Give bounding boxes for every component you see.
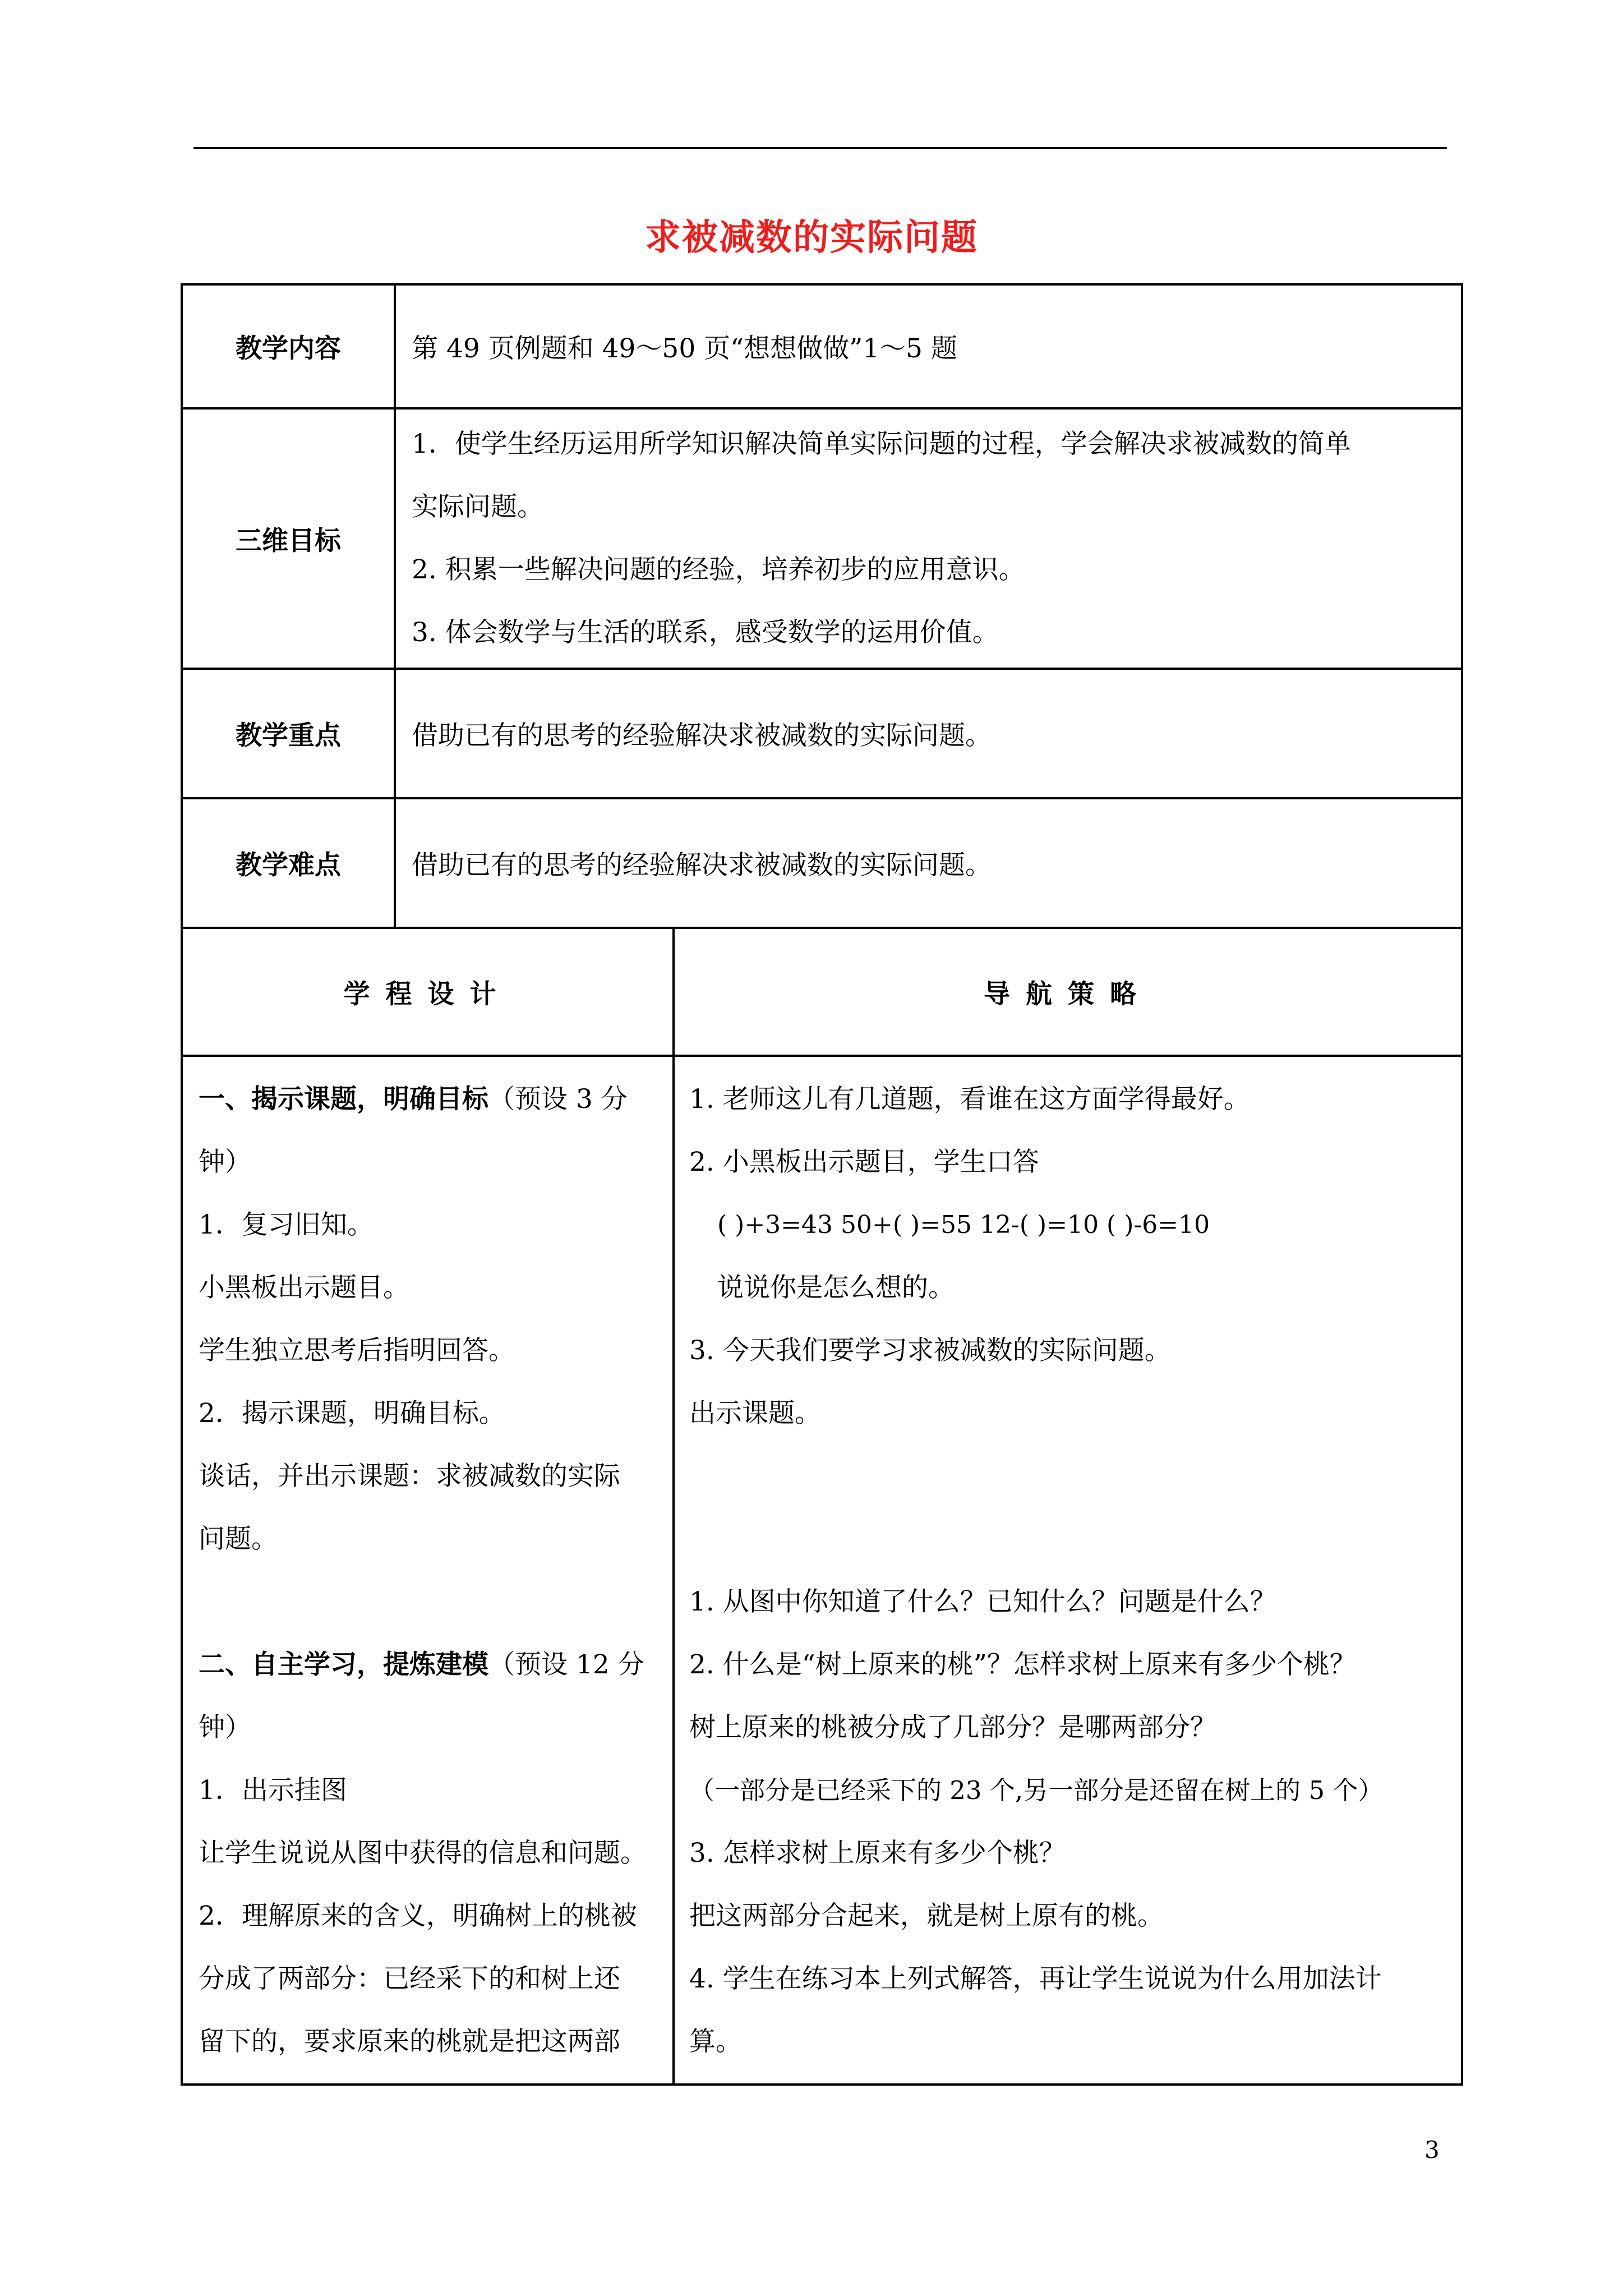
right-line: 树上原来的桃被分成了几部分？是哪两部分？ — [689, 1712, 1216, 1743]
row-teaching-focus — [182, 669, 1462, 798]
objective-line: 1．使学生经历运用所学知识解决简单实际问题的过程，学会解决求被减数的简单 — [412, 429, 1351, 459]
right-line: 2. 小黑板出示题目，学生口答 — [689, 1147, 1039, 1177]
section1-heading — [199, 1068, 659, 1131]
value-teaching-focus: 借助已有的思考的经验解决求被减数的实际问题。 — [395, 669, 1462, 798]
right-line: 1. 从图中你知道了什么？已知什么？问题是什么？ — [689, 1586, 1276, 1617]
spacer — [689, 1445, 1461, 1508]
right-line: 说说你是怎么想的。 — [717, 1272, 955, 1303]
row-lesson-body — [182, 1056, 1462, 2085]
navigation-strategy-column — [674, 1056, 1462, 2085]
equations-line: ( )+3=43 50+( )=55 12-( )=10 ( )-6=10 — [717, 1211, 1210, 1239]
learning-design-column — [182, 1056, 674, 2085]
header-rule — [193, 147, 1447, 149]
section2-title: 二、自主学习，提炼建模 — [199, 1649, 488, 1680]
section1-title: 一、揭示课题，明确目标 — [199, 1084, 488, 1115]
header-navigation-strategy: 导航策略 — [674, 928, 1462, 1056]
label-objectives: 三维目标 — [182, 408, 395, 669]
right-line: 3. 怎样求树上原来有多少个桃？ — [689, 1838, 1066, 1869]
value-objectives — [395, 408, 1462, 669]
left-line: 问题。 — [199, 1524, 278, 1554]
right-line: 2. 什么是“树上原来的桃”？怎样求树上原来有多少个桃？ — [689, 1649, 1356, 1680]
row-teaching-difficulty — [182, 798, 1462, 928]
left-line: 小黑板出示题目。 — [199, 1272, 409, 1303]
right-line: 4. 学生在练习本上列式解答，再让学生说说为什么用加法计 — [689, 1963, 1382, 1994]
row-objectives — [182, 408, 1462, 669]
left-line: 让学生说说从图中获得的信息和问题。 — [199, 1838, 647, 1869]
row-teaching-content — [182, 284, 1462, 408]
objective-line: 3. 体会数学与生活的联系，感受数学的运用价值。 — [412, 617, 999, 648]
row-column-headers — [182, 928, 1462, 1056]
left-line: 学生独立思考后指明回答。 — [199, 1335, 515, 1366]
right-line: 把这两部分合起来，就是树上原有的桃。 — [689, 1901, 1164, 1931]
right-line: 1. 老师这儿有几道题，看谁在这方面学得最好。 — [689, 1084, 1250, 1115]
header-learning-design: 学程设计 — [182, 928, 674, 1056]
right-line: 出示课题。 — [689, 1398, 821, 1429]
section2-time: （预设 12 分 — [488, 1649, 644, 1680]
section1-time-cont: 钟） — [199, 1147, 251, 1177]
objective-line: 实际问题。 — [412, 491, 543, 522]
right-line: （一部分是已经采下的 23 个,另一部分是还留在树上的 5 个） — [689, 1775, 1384, 1805]
left-line: 分成了两部分：已经采下的和树上还 — [199, 1963, 620, 1994]
document-title: 求被减数的实际问题 — [645, 217, 978, 259]
left-line: 1．复习旧知。 — [199, 1209, 374, 1240]
left-line: 1．出示挂图 — [199, 1775, 347, 1806]
label-teaching-content: 教学内容 — [182, 284, 395, 408]
left-line: 谈话，并出示课题：求被减数的实际 — [199, 1461, 620, 1492]
section1-time: （预设 3 分 — [488, 1084, 628, 1115]
spacer — [199, 1571, 659, 1634]
left-line: 2．理解原来的含义，明确树上的桃被 — [199, 1901, 637, 1931]
left-line: 留下的，要求原来的桃就是把这两部 — [199, 2026, 620, 2057]
objective-line: 2. 积累一些解决问题的经验，培养初步的应用意识。 — [412, 554, 1025, 585]
right-line: 3. 今天我们要学习求被减数的实际问题。 — [689, 1335, 1171, 1366]
left-line: 2．揭示课题，明确目标。 — [199, 1398, 505, 1429]
right-line: 算。 — [689, 2026, 742, 2057]
section2-heading — [199, 1634, 659, 1696]
spacer — [689, 1508, 1461, 1571]
section2-time-cont: 钟） — [199, 1712, 251, 1743]
value-teaching-content: 第 49 页例题和 49～50 页“想想做做”1～5 题 — [395, 284, 1462, 408]
label-teaching-focus: 教学重点 — [182, 669, 395, 798]
lesson-plan-table — [181, 283, 1463, 2086]
label-teaching-difficulty: 教学难点 — [182, 798, 395, 928]
value-teaching-difficulty: 借助已有的思考的经验解决求被减数的实际问题。 — [395, 798, 1462, 928]
page-number: 3 — [1424, 2136, 1440, 2164]
